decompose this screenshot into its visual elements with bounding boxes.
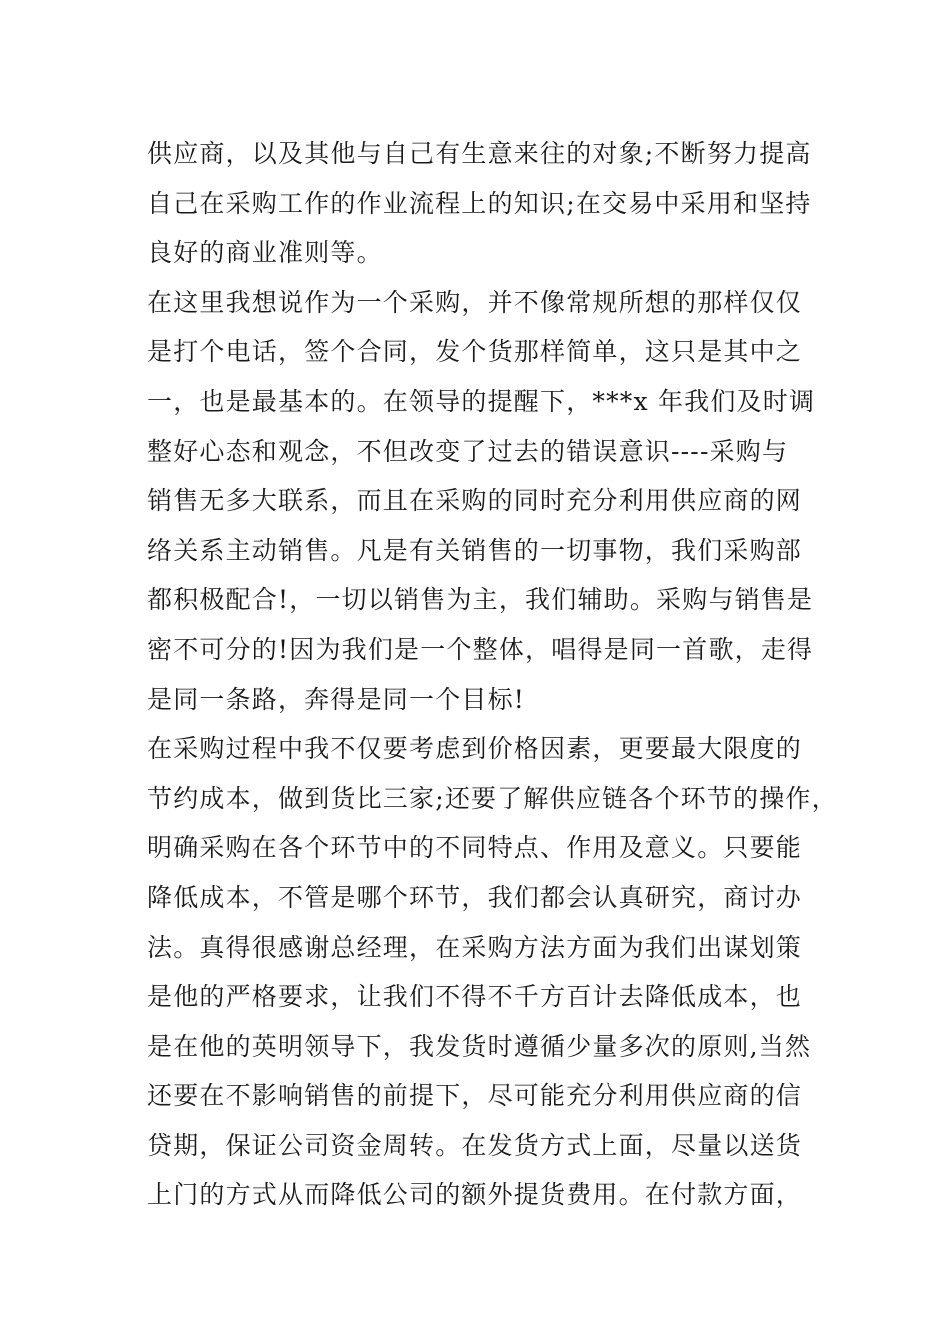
text-line: 络关系主动销售。凡是有关销售的一切事物，我们采购部 [147, 535, 803, 565]
text-line: 自己在采购工作的作业流程上的知识;在交易中采用和坚持 [147, 188, 812, 218]
text-line: 还要在不影响销售的前提下，尽可能充分利用供应商的信 [147, 1081, 803, 1111]
text-line: 在采购过程中我不仅要考虑到价格因素，更要最大限度的 [147, 734, 803, 764]
text-line: 是打个电话，签个合同，发个货那样简单，这只是其中之 [147, 337, 803, 367]
text-line: 上门的方式从而降低公司的额外提货费用。在付款方面， [147, 1180, 803, 1210]
text-line: 贷期，保证公司资金周转。在发货方式上面，尽量以送货 [147, 1130, 803, 1160]
text-line: 在这里我想说作为一个采购，并不像常规所想的那样仅仅 [147, 287, 803, 317]
document-body [147, 129, 838, 1220]
text-line: 明确采购在各个环节中的不同特点、作用及意义。只要能 [147, 833, 803, 863]
text-line: 是同一条路，奔得是同一个目标! [147, 684, 526, 714]
text-line: 是他的严格要求，让我们不得不千方百计去降低成本，也 [147, 982, 803, 1012]
text-line: 都积极配合!，一切以销售为主，我们辅助。采购与销售是 [147, 585, 814, 615]
text-line: 销售无多大联系，而且在采购的同时充分利用供应商的网 [147, 486, 803, 516]
text-line: 节约成本，做到货比三家;还要了解供应链各个环节的操作， [147, 783, 838, 813]
text-line: 密不可分的!因为我们是一个整体，唱得是同一首歌，走得 [147, 634, 814, 664]
text-line: 降低成本，不管是哪个环节，我们都会认真研究，商讨办 [147, 882, 803, 912]
text-line: 整好心态和观念，不但改变了过去的错误意识----采购与 [147, 436, 789, 466]
text-line: 供应商，以及其他与自己有生意来往的对象;不断努力提高 [147, 139, 812, 168]
text-line: 法。真得很感谢总经理，在采购方法方面为我们出谋划策 [147, 932, 803, 962]
text-line: 良好的商业准则等。 [147, 238, 383, 268]
text-line: 是在他的英明领导下，我发货时遵循少量多次的原则,当然 [147, 1031, 812, 1061]
text-line: 一，也是最基本的。在领导的提醒下，***x 年我们及时调 [147, 386, 816, 416]
